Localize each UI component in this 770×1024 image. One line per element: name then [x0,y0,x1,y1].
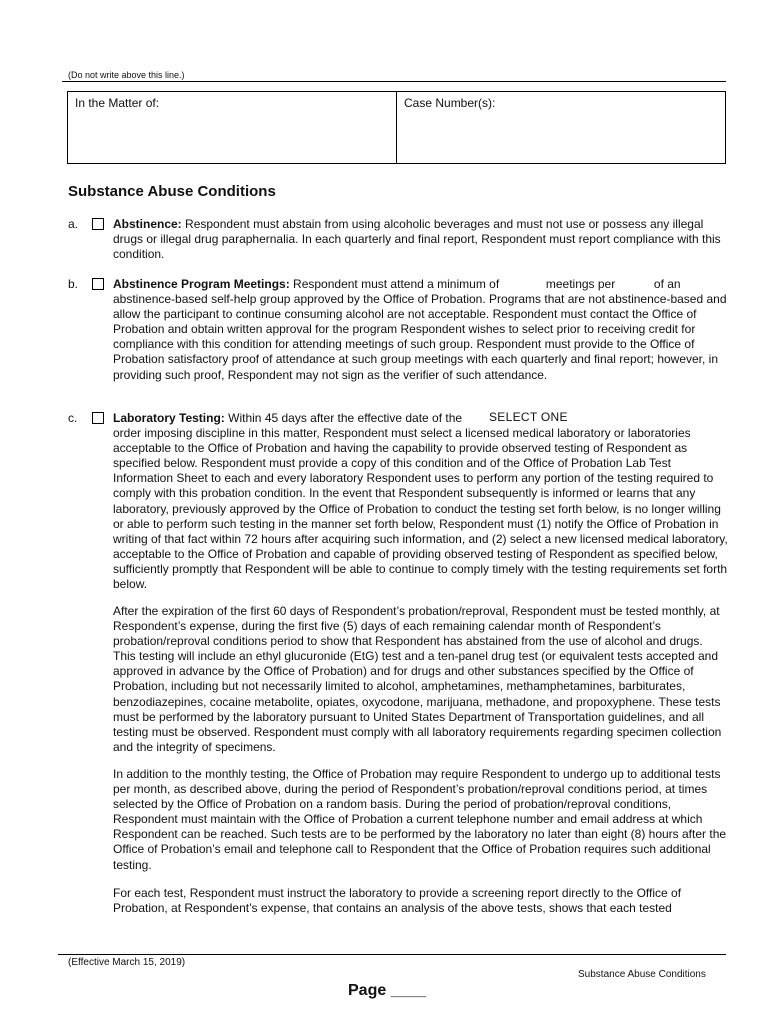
item-heading: Abstinence: [113,217,182,231]
case-number-field[interactable]: Case Number(s): [404,96,496,110]
item-text-part3: of an abstinence-based self-help group approved by the Office of Probation. Programs that are not abstinence-based and allow the participant to continue consuming alcohol are not acceptable. Respondent must contact the Office of Probation and obtain written approval for the program Respondent wishes to select prior to receiving credit for compliance with this condition for attending meetings of such group. Respondent must provide to the Office of Probation satisfactory proof of attendance at such group meetings with each quarterly and final report; however, in providing such proof, Respondent may not sign as the verifier of such attendance. [113,277,727,382]
item-heading: Laboratory Testing: [113,411,225,425]
item-text: Respondent must abstain from using alcoholic beverages and must not use or possess any illegal drugs or illegal drug paraphernalia. In each quarterly and final report, Respondent must report compliance with this condition. [113,217,721,262]
top-instruction: (Do not write above this line.) [68,70,185,80]
condition-laboratory-testing [68,411,728,592]
matter-field[interactable]: In the Matter of: [75,96,160,110]
footer-rule [58,954,726,955]
order-type-select[interactable]: SELECT ONE [489,410,568,424]
item-letter: a. [68,217,79,231]
effective-date: (Effective March 15, 2019) [68,957,186,968]
laboratory-testing-checkbox[interactable] [92,412,104,424]
testing-paragraph-additional: In addition to the monthly testing, the Office of Probation may require Respondent to undergo up to additional tests per month, as described above, during the period of Respondent’s probation/reproval conditions period, at times selected by the Office of Probation on a random basis. During the period of probation/reproval conditions, Respondent must maintain with the Office of Probation a current telephone number and email address at which Respondent can be reached. Such tests are to be performed by the laboratory no later than eight (8) hours after the Office of Probation’s email and telephone call to Respondent that the Office of Probation requires such additional testing. [113,767,727,872]
item-body [113,217,728,262]
abstinence-checkbox[interactable] [92,218,104,230]
caption-box [67,91,726,164]
testing-paragraph-monthly: After the expiration of the first 60 days of Respondent’s probation/reproval, Respondent must be tested monthly, at Respondent’s expense, during the first five (5) days of each remaining calendar month of Respondent’s probation/reproval conditions period to show that Respondent has abstained from the use of alcohol and drugs. This testing will include an ethyl glucuronide (EtG) test and a ten-panel drug test (or equivalent tests accepted and approved in advance by the Office of Probation) and for drugs and other substances specified by the Office of Probation, including but not necessarily limited to alcohol, amphetamines, methamphetamines, barbiturates, benzodiazepines, cocaine metabolite, opiates, oxycodone, marijuana, methadone, and propoxyphene. These tests must be performed by the laboratory pursuant to United States Department of Transportation guidelines, and all testing must be observed. Respondent must comply with all laboratory requirements regarding specimen collection and the integrity of specimens. [113,604,722,754]
item-body [113,411,728,592]
testing-paragraph-report: For each test, Respondent must instruct the laboratory to provide a screening report directly to the Office of Probation, at Respondent’s expense, that contains an analysis of the above tests, shows that each tested [113,886,682,916]
page-number-field[interactable]: Page ____ [348,982,427,999]
top-rule [62,81,726,82]
caption-divider [396,92,397,163]
footer-form-title: Substance Abuse Conditions [578,969,706,980]
item-text-part2: meetings per [545,277,616,291]
section-title: Substance Abuse Conditions [68,183,276,200]
item-body [113,277,728,383]
item-letter: b. [68,277,79,291]
item-text-part1: Respondent must attend a minimum of [293,277,500,291]
item-text-part2: order imposing discipline in this matter, Respondent must select a licensed medical laboratory or laboratories acceptable to the Office of Probation and having the capability to provide observed testing of Respondent as specified below. Respondent must provide a copy of this condition and of the Office of Probation Lab Test Information Sheet to each and every laboratory Respondent uses to perform any portion of the testing required to comply with this probation condition. In the event that Respondent subsequently is informed or learns that any laboratory, previously approved by the Office of Probation to conduct the testing set forth below, is no longer willing or able to perform such testing in the manner set forth below, Respondent must (1) notify the Office of Probation in writing of that fact within 72 hours after acquiring such information, and (2) select a new licensed medical laboratory, acceptable to the Office of Probation and capable of providing observed testing of Respondent as specified below, sufficiently promptly that Respondent will be able to continue to comply timely with the testing requirements set forth below. [113,426,728,592]
condition-program-meetings [68,277,728,383]
item-letter: c. [68,411,78,425]
condition-abstinence [68,217,728,262]
item-heading: Abstinence Program Meetings: [113,277,290,291]
program-meetings-checkbox[interactable] [92,278,104,290]
item-text-part1: Within 45 days after the effective date of the [228,411,463,425]
